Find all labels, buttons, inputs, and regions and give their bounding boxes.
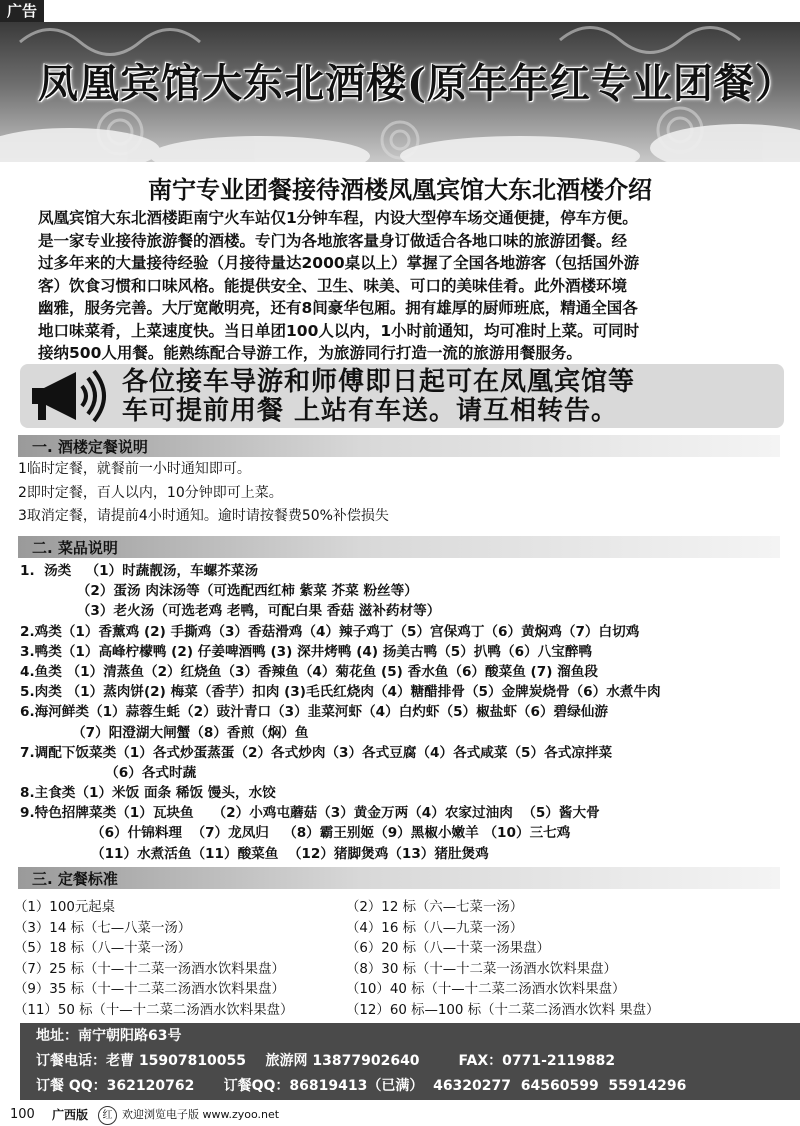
intro-line: 接纳500人用餐。能熟练配合导游工作，为旅游同行打造一流的旅游用餐服务。: [38, 344, 582, 362]
dish-row: 8.主食类（1）米饭 面条 稀饭 馒头，水饺: [20, 785, 276, 802]
megaphone-icon: [24, 368, 108, 424]
standard-item: （12）60 标—100 标（十二菜二汤酒水饮料 果盘）: [346, 1002, 660, 1018]
standards-right-column: [346, 898, 659, 1022]
ordering-line: 2即时定餐，百人以内，10分钟即可上菜。: [18, 484, 283, 501]
section-header-dishes: [18, 536, 780, 558]
dish-row: 1. 汤类 （1）时蔬靓汤，车螺芥菜汤: [20, 563, 259, 579]
dish-row: 9.特色招牌菜类（1）瓦块鱼 （2）小鸡屯蘑菇（3）黄金万两（4）农家过油肉 （5）酱大骨: [20, 805, 600, 822]
banner-title: 凤凰宾馆大东北酒楼(原年年红专业团餐）: [38, 60, 796, 107]
dish-row: 5.肉类 （1）蒸肉饼(2) 梅菜（香芋）扣肉 (3)毛氏红烧肉（4）糖醋排骨（5）金牌炭烧骨（6）水煮牛肉: [20, 684, 661, 701]
standard-item: （8）30 标（十—十二菜一汤酒水饮料果盘）: [346, 961, 617, 977]
page-footer: [0, 1104, 800, 1126]
website-text: 欢迎浏览电子版 www.zyoo.net: [122, 1108, 280, 1121]
notice-box: [20, 364, 784, 428]
standard-item: （2）12 标（六—七菜一汤）: [346, 900, 524, 915]
ordering-line: 1临时定餐，就餐前一小时通知即可。: [18, 461, 251, 477]
edition-label: 广西版: [52, 1108, 89, 1122]
contact-footer: [20, 1023, 800, 1100]
dish-list: [20, 561, 800, 864]
address-text: 地址：南宁朝阳路63号: [36, 1028, 182, 1044]
page-number: 100: [10, 1107, 35, 1122]
ad-label: 广告: [0, 0, 44, 22]
intro-line: 是一家专业接待旅游餐的酒楼。专门为各地旅客量身订做适合各地口味的旅游团餐。经: [38, 231, 628, 250]
standard-item: （11）50 标（十—十二菜二汤酒水饮料果盘）: [14, 1002, 294, 1018]
dish-row: 6.海河鲜类（1）蒜蓉生蚝（2）豉汁青口（3）韭菜河虾（4）白灼虾（5）椒盐虾（6）碧绿仙游: [20, 704, 608, 721]
dish-row: 7.调配下饭菜类（1）各式炒蛋蒸蛋（2）各式炒肉（3）各式豆腐（4）各式咸菜（5）各式凉拌菜: [20, 744, 613, 761]
standard-item: （9）35 标（十—十二菜二汤酒水饮料果盘）: [14, 982, 285, 998]
logo-icon: 红: [98, 1106, 117, 1125]
standard-item: （3）14 标（七—八菜一汤）: [14, 920, 192, 936]
banner: [0, 22, 800, 162]
intro-line: 地口味菜肴，上菜速度快。当日单团100人以内，1小时前通知，均可准时上菜。可同时: [38, 321, 640, 340]
notice-text: [122, 368, 635, 426]
standard-item: （10）40 标（十—十二菜二汤酒水饮料果盘）: [346, 982, 626, 998]
standard-item: （6）20 标（八—十菜一汤果盘）: [346, 941, 550, 957]
dish-row: （6）各式时蔬: [20, 764, 197, 781]
section-title: 一. 酒楼定餐说明: [32, 438, 148, 456]
section-title: 二. 菜品说明: [32, 539, 118, 557]
section-header-standards: [18, 867, 780, 889]
standard-item: （1）100元起桌: [14, 900, 116, 915]
dish-row: 4.鱼类 （1）清蒸鱼（2）红烧鱼（3）香辣鱼（4）菊花鱼 (5) 香水鱼（6）酸菜鱼 (7) 溜鱼段: [20, 663, 598, 680]
intro-line: 凤凰宾馆大东北酒楼距南宁火车站仅1分钟车程，内设大型停车场交通便捷，停车方便。: [38, 209, 638, 227]
ordering-line: 3取消定餐，请提前4小时通知。逾时请按餐费50%补偿损失: [18, 508, 389, 524]
phone-text: 订餐电话：老曹 15907810055 旅游网 13877902640 FAX：0771-2119882: [36, 1053, 616, 1069]
notice-line: 车可提前用餐 上站有车送。请互相转告。: [122, 396, 619, 426]
ordering-notes: [18, 458, 778, 529]
page-title: 南宁专业团餐接待酒楼凤凰宾馆大东北酒楼介绍: [148, 176, 652, 204]
dish-row: （3）老火汤（可选老鸡 老鸭，可配白果 香菇 滋补药材等）: [20, 603, 441, 620]
dish-row: （2）蛋汤 肉沫汤等（可选配西红柿 紫菜 芥菜 粉丝等）: [20, 583, 418, 600]
intro-line: 过多年来的大量接待经验（月接待量达2000桌以上）掌握了全国各地游客（包括国外游: [38, 254, 640, 272]
dish-row: （6）什锦料理 （7）龙凤归 （8）霸王别姬（9）黑椒小嫩羊 （10）三七鸡: [20, 825, 571, 842]
intro-line: 幽雅，服务完善。大厅宽敞明亮，还有8间豪华包厢。拥有雄厚的厨师班底，精通全国各: [38, 299, 638, 317]
standard-item: （7）25 标（十—十二菜一汤酒水饮料果盘）: [14, 961, 285, 977]
notice-line: 各位接车导游和师傅即日起可在凤凰宾馆等: [122, 367, 636, 397]
dish-row: （11）水煮活鱼（11）酸菜鱼 （12）猪脚煲鸡（13）猪肚煲鸡: [20, 845, 489, 862]
dish-row: 2.鸡类（1）香薰鸡 (2) 手撕鸡（3）香菇滑鸡（4）辣子鸡丁（5）宫保鸡丁（6）黄焖鸡（7）白切鸡: [20, 623, 640, 640]
intro-line: 客）饮食习惯和口味风格。能提供安全、卫生、味美、可口的美味佳肴。此外酒楼环境: [38, 276, 628, 295]
intro-paragraph: [38, 207, 772, 365]
section-header-ordering: [18, 435, 780, 457]
standard-item: （5）18 标（八—十菜一汤）: [14, 941, 192, 957]
section-title: 三. 定餐标准: [32, 870, 118, 888]
standards-left-column: [14, 898, 293, 1022]
dish-row: 3.鸭类（1）高峰柠檬鸭 (2) 仔姜啤酒鸭 (3) 深井烤鸭 (4) 扬美古鸭（5）扒鸭（6）八宝醉鸭: [20, 643, 593, 660]
dish-row: （7）阳澄湖大闸蟹（8）香煎（焖）鱼: [20, 724, 309, 741]
qq-text: 订餐 QQ：362120762 订餐QQ：86819413（已满） 46320277 64560599 55914296: [36, 1078, 687, 1094]
standard-item: （4）16 标（八—九菜一汤）: [346, 920, 524, 936]
